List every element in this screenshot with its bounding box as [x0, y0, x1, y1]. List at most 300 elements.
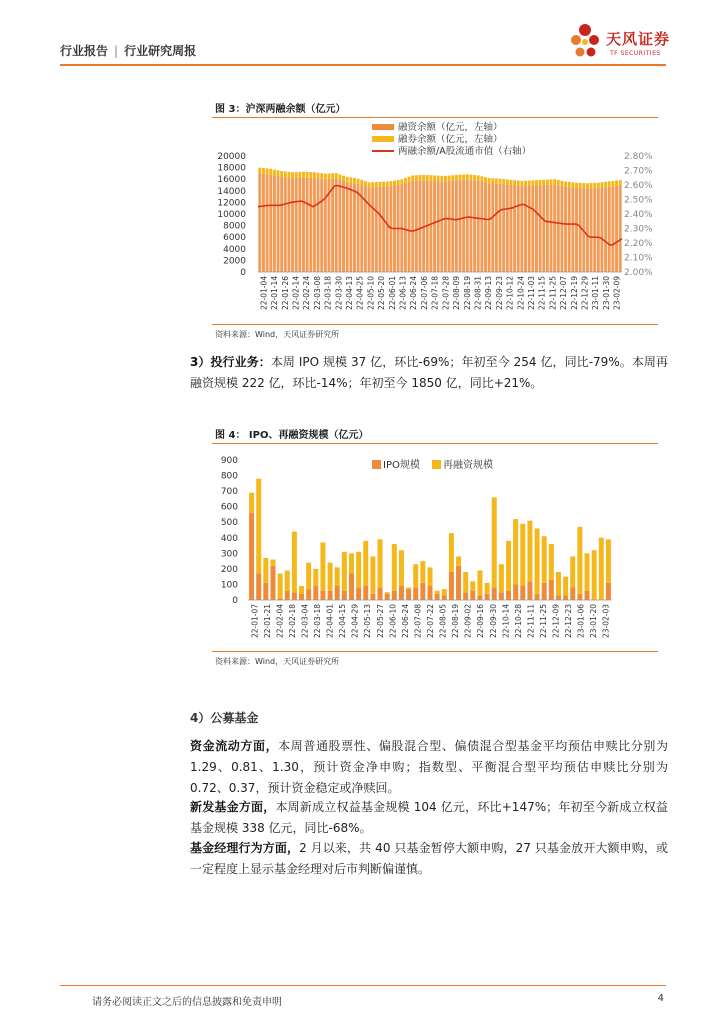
fig3-financing-bar — [619, 186, 622, 272]
fig3-financing-bar — [429, 181, 432, 272]
fig3-financing-bar — [590, 188, 593, 272]
fig3-financing-bar — [473, 181, 476, 272]
fig3-financing-bar — [342, 181, 345, 272]
fig4-y-tick: 400 — [220, 533, 238, 544]
fig3-x-tick: 22-05-10 — [366, 276, 376, 311]
fig4-ipo-bar — [492, 588, 497, 600]
fig4-refinancing-bar — [378, 539, 383, 587]
fig3-securities-bar — [564, 182, 567, 187]
fig3-financing-bar — [411, 181, 414, 272]
fig3-securities-bar — [306, 172, 309, 178]
fig3-securities-bar — [448, 176, 451, 182]
fig4-ipo-bar — [270, 566, 275, 600]
fig4-ipo-bar — [335, 586, 340, 600]
fig4-x-tick: 22-01-07 — [250, 604, 260, 639]
fig4-refinancing-bar — [335, 567, 340, 586]
fig3-financing-bar — [349, 183, 352, 272]
fig3-securities-bar — [531, 180, 534, 185]
fig4-ipo-bar — [570, 588, 575, 600]
fig3-securities-bar — [364, 181, 367, 186]
ib-paragraph — [190, 352, 668, 394]
fig3-securities-bar — [298, 172, 301, 178]
fig4-refinancing-bar — [470, 581, 475, 590]
fig3-x-tick: 22-08-09 — [452, 276, 462, 311]
fig3-financing-bar — [586, 188, 589, 272]
fund-section-title: 4）公募基金 — [190, 711, 259, 725]
fig4-refinancing-bar — [542, 536, 547, 583]
figure4-top-rule — [212, 443, 658, 444]
fig3-financing-bar — [284, 177, 287, 272]
fig3-securities-bar — [528, 181, 531, 186]
fig4-x-tick: 22-10-28 — [513, 604, 523, 639]
fig4-y-tick: 900 — [220, 456, 238, 466]
fig3-legend-label: 两融余额/A股流通市值（右轴） — [398, 146, 532, 157]
fig3-financing-bar — [317, 178, 320, 272]
fig3-financing-bar — [455, 180, 458, 272]
fig3-securities-bar — [324, 174, 327, 180]
fig4-x-tick: 22-08-05 — [438, 604, 448, 639]
fig3-ratio-line — [258, 186, 622, 245]
fig4-ipo-bar — [385, 594, 390, 600]
fig3-securities-bar — [302, 172, 305, 178]
fig3-x-tick: 23-01-11 — [591, 276, 601, 311]
fig4-x-tick: 22-03-18 — [313, 604, 323, 639]
fig3-financing-bar — [469, 180, 472, 272]
fig3-financing-bar — [531, 186, 534, 272]
fig3-financing-bar — [480, 182, 483, 272]
fig4-ipo-bar — [420, 583, 425, 600]
fig3-financing-bar — [408, 182, 411, 272]
fig3-securities-bar — [422, 175, 425, 181]
fig3-securities-bar — [502, 179, 505, 184]
report-header — [60, 42, 196, 59]
fig3-x-tick: 22-05-20 — [377, 276, 387, 311]
fig4-ipo-bar — [256, 574, 261, 600]
fig3-x-tick: 22-09-13 — [484, 276, 494, 311]
fund-flow-text: 本周普通股票性、偏股混合型、偏债混合型基金平均预估申赎比分别为 1.29、0.81、1.30，预计资金净申购；指数型、平衡混合型平均预估申赎比分别为 0.72、0.37，预计资金稳定或净赎回。 — [190, 739, 668, 795]
fig4-ipo-bar — [299, 594, 304, 600]
fig3-securities-bar — [287, 172, 290, 178]
fig3-securities-bar — [466, 174, 469, 180]
fig3-x-tick: 22-12-07 — [559, 276, 569, 311]
fig3-securities-bar — [553, 179, 556, 184]
fig4-ipo-bar — [470, 591, 475, 600]
fig4-x-tick: 22-02-18 — [287, 604, 297, 639]
fig3-financing-bar — [346, 182, 349, 272]
fig4-y-tick: 200 — [220, 564, 238, 575]
fig3-financing-bar — [306, 178, 309, 272]
fig3-securities-bar — [550, 179, 553, 184]
fig3-securities-bar — [375, 182, 378, 187]
fig3-right-tick: 2.20% — [624, 239, 653, 249]
fig3-financing-bar — [550, 185, 553, 272]
fig3-securities-bar — [328, 173, 331, 179]
fig4-ipo-bar — [342, 591, 347, 600]
fig3-financing-bar — [611, 186, 614, 272]
fig3-securities-bar — [404, 178, 407, 183]
fig3-financing-bar — [357, 184, 360, 272]
fig3-right-tick: 2.80% — [624, 152, 653, 162]
fig3-financing-bar — [419, 181, 422, 272]
fig3-financing-bar — [371, 187, 374, 272]
fig3-financing-bar — [499, 184, 502, 272]
fig3-financing-bar — [553, 184, 556, 272]
fig4-refinancing-bar — [299, 586, 304, 594]
fig3-x-tick: 22-09-23 — [494, 276, 504, 311]
fig4-x-tick: 22-11-25 — [538, 604, 548, 639]
fig4-ipo-bar — [292, 592, 297, 600]
fig4-refinancing-bar — [363, 541, 368, 586]
fig3-securities-bar — [433, 175, 436, 181]
fig4-refinancing-bar — [485, 583, 490, 594]
fig3-financing-bar — [564, 187, 567, 272]
fig4-ipo-bar — [506, 591, 511, 600]
fig3-x-tick: 22-12-29 — [580, 276, 590, 311]
fig4-refinancing-bar — [592, 550, 597, 600]
fig4-refinancing-bar — [413, 564, 418, 587]
fig3-financing-bar — [320, 179, 323, 272]
fig4-legend-swatch — [372, 460, 381, 469]
fig3-left-tick: 18000 — [217, 163, 246, 174]
fig3-left-tick: 16000 — [217, 175, 246, 186]
fig3-securities-bar — [437, 176, 440, 182]
fig3-financing-bar — [386, 186, 389, 272]
fig3-x-tick: 22-11-03 — [527, 276, 536, 311]
fig3-financing-bar — [309, 178, 312, 272]
new-fund-paragraph — [190, 797, 668, 839]
fig4-refinancing-bar — [477, 570, 482, 595]
fig3-x-tick: 22-02-24 — [302, 276, 312, 311]
fig4-y-tick: 0 — [232, 596, 238, 606]
fig3-x-tick: 22-01-26 — [280, 276, 290, 311]
fig3-financing-bar — [513, 185, 516, 272]
fig3-financing-bar — [404, 183, 407, 272]
fig3-right-tick: 2.30% — [624, 224, 653, 235]
fig3-financing-bar — [484, 182, 487, 272]
fig3-securities-bar — [440, 176, 443, 182]
figure3-source: 资料来源：Wind，天风证券研究所 — [215, 330, 340, 339]
fig3-financing-bar — [331, 179, 334, 272]
fig3-securities-bar — [495, 178, 498, 183]
fig3-financing-bar — [437, 181, 440, 272]
fig3-legend-label: 融券余额（亿元，左轴） — [398, 134, 503, 145]
fig3-securities-bar — [568, 182, 571, 187]
report-subtype: 行业研究周报 — [124, 44, 197, 58]
fig4-refinancing-bar — [256, 479, 261, 574]
fig3-securities-bar — [295, 172, 298, 178]
fig3-securities-bar — [277, 170, 280, 176]
fig4-ipo-bar — [442, 595, 447, 600]
fig4-refinancing-bar — [349, 553, 354, 573]
fig3-financing-bar — [524, 186, 527, 272]
fig4-ipo-bar — [485, 594, 490, 600]
fig3-securities-bar — [349, 177, 352, 182]
fig4-ipo-bar — [535, 594, 540, 600]
fig3-x-tick: 22-01-14 — [270, 276, 280, 311]
fig3-financing-bar — [604, 187, 607, 272]
fig3-securities-bar — [484, 177, 487, 182]
fig4-ipo-bar — [585, 591, 590, 600]
fig3-right-tick: 2.00% — [624, 268, 653, 278]
fig3-financing-bar — [353, 183, 356, 272]
fig4-x-tick: 22-07-22 — [426, 604, 435, 639]
fig4-legend-label: 再融资规模 — [443, 460, 493, 471]
fig3-legend-swatch — [372, 124, 394, 130]
fig4-y-tick: 600 — [220, 502, 238, 513]
fig3-securities-bar — [557, 180, 560, 185]
fig4-ipo-bar — [413, 588, 418, 600]
manager-text: 2 月以来，共 40 只基金暂停大额申购，27 只基金放开大额申购，或一定程度上显示基金经理对后市判断偏谨慎。 — [190, 841, 668, 876]
fig3-financing-bar — [444, 182, 447, 272]
fig3-financing-bar — [462, 180, 465, 272]
fig3-financing-bar — [517, 186, 520, 272]
fig3-securities-bar — [535, 180, 538, 185]
fig3-x-tick: 22-03-08 — [312, 276, 322, 311]
fig3-securities-bar — [393, 181, 396, 186]
fig4-ipo-bar — [428, 586, 433, 600]
fig4-refinancing-bar — [320, 542, 325, 590]
fig3-financing-bar — [313, 178, 316, 272]
fig4-ipo-bar — [542, 583, 547, 600]
fig3-financing-bar — [277, 176, 280, 272]
fig4-refinancing-bar — [435, 591, 440, 594]
fig4-y-tick: 700 — [220, 487, 238, 498]
fig3-securities-bar — [419, 175, 422, 181]
fig3-securities-bar — [408, 177, 411, 182]
fig3-securities-bar — [459, 175, 462, 181]
fund-flow-lead: 资金流动方面， — [190, 739, 279, 753]
fig4-x-tick: 22-10-14 — [501, 604, 511, 639]
fig4-refinancing-bar — [556, 572, 561, 595]
fig3-financing-bar — [615, 186, 618, 272]
fig3-x-tick: 22-07-06 — [419, 276, 429, 311]
fig3-securities-bar — [331, 173, 334, 179]
fig3-securities-bar — [266, 168, 269, 174]
figure4-bottom-rule — [212, 651, 658, 652]
fig4-refinancing-bar — [499, 564, 504, 592]
fig3-securities-bar — [309, 172, 312, 178]
fig3-securities-bar — [451, 175, 454, 181]
fig4-refinancing-bar — [370, 556, 375, 593]
fig3-securities-bar — [546, 180, 549, 185]
manager-paragraph — [190, 838, 668, 880]
figure3-chart — [212, 120, 658, 320]
fig3-right-tick: 2.70% — [624, 166, 653, 177]
fig3-right-tick: 2.50% — [624, 195, 653, 206]
fig3-securities-bar — [480, 176, 483, 181]
fig4-ipo-bar — [356, 588, 361, 600]
fig4-refinancing-bar — [263, 558, 268, 583]
fig3-securities-bar — [382, 182, 385, 187]
fig3-securities-bar — [371, 182, 374, 187]
fig3-financing-bar — [608, 187, 611, 272]
fig4-ipo-bar — [435, 594, 440, 600]
fig3-financing-bar — [302, 177, 305, 272]
fig4-refinancing-bar — [570, 556, 575, 587]
fig4-refinancing-bar — [506, 541, 511, 591]
fig3-securities-bar — [469, 175, 472, 181]
fig3-securities-bar — [615, 180, 618, 186]
fig3-securities-bar — [368, 182, 371, 187]
ib-lead: 3）投行业务： — [190, 355, 271, 369]
fig3-financing-bar — [571, 188, 574, 272]
fig3-financing-bar — [568, 187, 571, 272]
fig4-refinancing-bar — [356, 552, 361, 588]
fig3-securities-bar — [284, 171, 287, 177]
fig3-financing-bar — [448, 181, 451, 272]
fig3-x-tick: 22-02-14 — [291, 276, 301, 311]
fig3-securities-bar — [604, 182, 607, 187]
fig3-financing-bar — [382, 187, 385, 272]
fig3-x-tick: 22-12-19 — [569, 276, 579, 311]
fig3-x-tick: 22-06-01 — [387, 276, 397, 311]
figure4-title: 图 4： IPO、再融资规模（亿元） — [215, 430, 369, 441]
fig3-x-tick: 22-04-13 — [345, 276, 354, 311]
new-fund-text: 本周新成立权益基金规模 104 亿元，环比+147%；年初至今新成立权益基金规模 338 亿元，同比-68%。 — [190, 800, 668, 835]
fig4-ipo-bar — [378, 588, 383, 600]
fig3-financing-bar — [535, 185, 538, 272]
fig3-securities-bar — [619, 180, 622, 186]
fig3-securities-bar — [539, 180, 542, 185]
fig3-financing-bar — [266, 174, 269, 272]
fig4-ipo-bar — [527, 581, 532, 600]
fig4-x-tick: 22-09-02 — [463, 604, 473, 639]
fig3-right-tick: 2.60% — [624, 181, 653, 191]
fig3-financing-bar — [368, 187, 371, 272]
fig3-financing-bar — [593, 188, 596, 272]
fig3-securities-bar — [273, 170, 276, 176]
report-type: 行业报告 — [60, 44, 109, 58]
fig4-refinancing-bar — [577, 527, 582, 594]
fig4-x-tick: 22-09-16 — [476, 604, 486, 639]
fig4-x-tick: 22-05-13 — [363, 604, 373, 639]
fig3-securities-bar — [520, 181, 523, 186]
fig4-refinancing-bar — [428, 567, 433, 586]
fig4-ipo-bar — [285, 591, 290, 600]
fig3-financing-bar — [542, 185, 545, 272]
fig3-right-tick: 2.40% — [624, 210, 653, 220]
fig3-securities-bar — [317, 173, 320, 179]
fig3-financing-bar — [597, 188, 600, 272]
fig4-refinancing-bar — [449, 533, 454, 572]
fig4-refinancing-bar — [585, 553, 590, 590]
fig4-ipo-bar — [556, 595, 561, 600]
fig3-securities-bar — [262, 168, 265, 174]
fig3-securities-bar — [542, 180, 545, 185]
fig3-securities-bar — [579, 183, 582, 188]
fig3-securities-bar — [353, 178, 356, 183]
fig4-refinancing-bar — [442, 589, 447, 595]
fig3-securities-bar — [357, 179, 360, 184]
fig3-securities-bar — [320, 173, 323, 179]
fig3-securities-bar — [429, 175, 432, 181]
fig3-securities-bar — [258, 168, 261, 174]
fig3-securities-bar — [400, 179, 403, 184]
fig4-ipo-bar — [606, 583, 611, 600]
fig3-securities-bar — [397, 180, 400, 185]
fig3-financing-bar — [579, 188, 582, 272]
fig4-ipo-bar — [263, 583, 268, 600]
new-fund-lead: 新发基金方面， — [190, 800, 276, 814]
figure3-title: 图 3：沪深两融余额（亿元） — [215, 104, 346, 115]
fig3-securities-bar — [608, 181, 611, 187]
fig4-refinancing-bar — [342, 552, 347, 591]
fig3-x-tick: 22-08-19 — [462, 276, 472, 311]
fig4-x-tick: 22-12-23 — [564, 604, 574, 639]
fig3-financing-bar — [269, 175, 272, 272]
fig3-securities-bar — [462, 174, 465, 180]
footer-rule — [60, 985, 666, 986]
fig3-securities-bar — [426, 175, 429, 181]
fig3-left-tick: 14000 — [217, 186, 246, 197]
fig4-ipo-bar — [463, 592, 468, 600]
fig3-securities-bar — [346, 177, 349, 182]
fig3-securities-bar — [491, 178, 494, 183]
fig4-x-tick: 22-04-15 — [338, 604, 348, 639]
fig4-ipo-bar — [313, 586, 318, 600]
fig4-ipo-bar — [549, 580, 554, 600]
fig4-ipo-bar — [499, 592, 504, 600]
fig4-x-tick: 22-03-04 — [300, 604, 310, 639]
fig4-refinancing-bar — [456, 556, 461, 565]
flower-logo-icon — [568, 22, 602, 60]
figure4-chart — [212, 446, 658, 646]
fig4-x-tick: 22-05-27 — [375, 604, 385, 639]
fig3-left-tick: 6000 — [223, 233, 246, 244]
fig3-x-tick: 23-02-09 — [612, 276, 622, 311]
fig3-securities-bar — [313, 172, 316, 178]
fig3-financing-bar — [502, 184, 505, 272]
fig3-securities-bar — [586, 183, 589, 188]
fig3-securities-bar — [590, 183, 593, 188]
fig3-financing-bar — [440, 181, 443, 272]
fig4-x-tick: 22-02-04 — [275, 604, 285, 639]
fig4-ipo-bar — [477, 595, 482, 600]
fig4-refinancing-bar — [406, 588, 411, 590]
fig4-ipo-bar — [349, 574, 354, 600]
fig3-x-tick: 22-10-12 — [505, 276, 515, 311]
fig4-refinancing-bar — [549, 544, 554, 580]
fig4-ipo-bar — [399, 586, 404, 600]
fig4-ipo-bar — [328, 591, 333, 600]
fig3-securities-bar — [601, 182, 604, 187]
fig4-y-tick: 500 — [220, 518, 238, 529]
fig4-x-tick: 22-12-09 — [551, 604, 561, 639]
fig4-ipo-bar — [513, 584, 518, 600]
fig3-securities-bar — [360, 180, 363, 185]
fig4-x-tick: 22-09-30 — [488, 604, 498, 639]
fig4-refinancing-bar — [513, 519, 518, 584]
fig4-x-tick: 22-11-11 — [526, 604, 536, 639]
fig4-refinancing-bar — [392, 544, 397, 591]
fund-flow-paragraph — [190, 736, 668, 799]
fig3-financing-bar — [539, 185, 542, 272]
fig3-securities-bar — [510, 180, 513, 185]
fig4-refinancing-bar — [292, 532, 297, 593]
fig4-legend-label: IPO规模 — [383, 460, 420, 471]
fig4-refinancing-bar — [492, 497, 497, 587]
fig4-ipo-bar — [392, 591, 397, 600]
fig4-refinancing-bar — [535, 528, 540, 593]
fig4-ipo-bar — [249, 513, 254, 600]
fig4-refinancing-bar — [399, 550, 404, 586]
fig3-financing-bar — [291, 178, 294, 272]
fig3-x-tick: 22-07-28 — [441, 276, 451, 311]
fig3-securities-bar — [575, 183, 578, 188]
fig4-refinancing-bar — [313, 569, 318, 586]
fig4-refinancing-bar — [306, 563, 311, 589]
fig3-x-tick: 22-06-24 — [409, 276, 419, 311]
